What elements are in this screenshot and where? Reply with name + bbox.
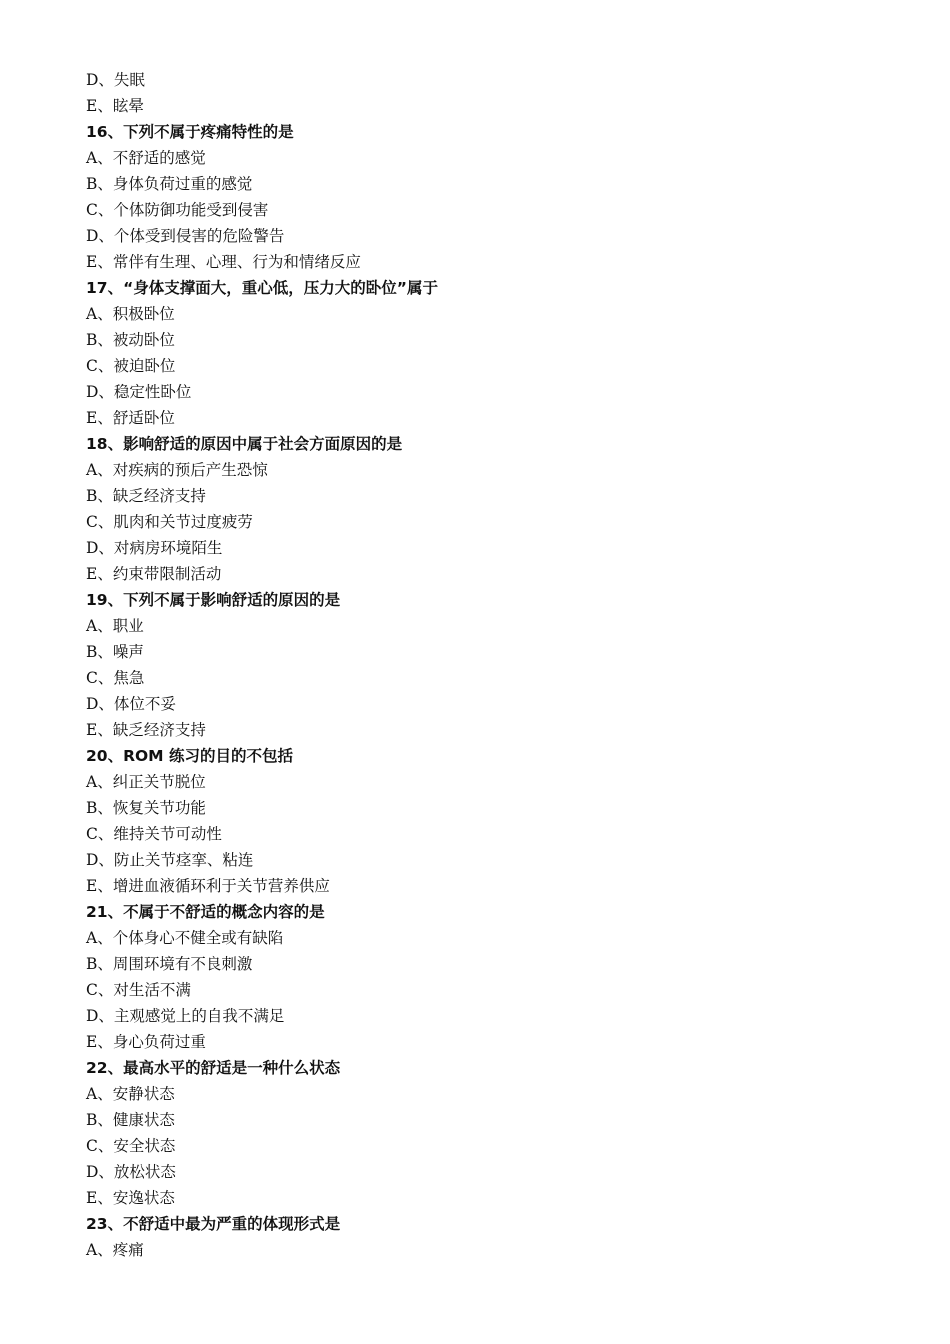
document-content xyxy=(86,67,886,1263)
option-c: C、安全状态 xyxy=(86,1137,176,1155)
option-a: A、纠正关节脱位 xyxy=(86,773,206,791)
option-c: C、个体防御功能受到侵害 xyxy=(86,201,269,219)
option-b: B、被动卧位 xyxy=(86,331,175,349)
option-b: B、健康状态 xyxy=(86,1111,175,1129)
question-21: 21、不属于不舒适的概念内容的是 xyxy=(86,903,325,921)
option-c: C、维持关节可动性 xyxy=(86,825,222,843)
option-a: A、职业 xyxy=(86,617,144,635)
option-e: E、眩晕 xyxy=(86,97,144,115)
option-e: E、缺乏经济支持 xyxy=(86,721,206,739)
option-b: B、噪声 xyxy=(86,643,144,661)
question-16: 16、下列不属于疼痛特性的是 xyxy=(86,123,294,141)
question-18: 18、影响舒适的原因中属于社会方面原因的是 xyxy=(86,435,403,453)
option-c: C、焦急 xyxy=(86,669,145,687)
question-22: 22、最高水平的舒适是一种什么状态 xyxy=(86,1059,341,1077)
option-d: D、放松状态 xyxy=(86,1163,176,1181)
option-a: A、积极卧位 xyxy=(86,305,175,323)
option-a: A、安静状态 xyxy=(86,1085,175,1103)
option-d: D、防止关节痉挛、粘连 xyxy=(86,851,254,869)
option-a: A、疼痛 xyxy=(86,1241,144,1259)
question-23: 23、不舒适中最为严重的体现形式是 xyxy=(86,1215,341,1233)
option-a: A、个体身心不健全或有缺陷 xyxy=(86,929,284,947)
option-d: D、稳定性卧位 xyxy=(86,383,192,401)
option-d: D、对病房环境陌生 xyxy=(86,539,223,557)
option-a: A、对疾病的预后产生恐惊 xyxy=(86,461,268,479)
question-17: 17、“身体支撑面大，重心低，压力大的卧位”属于 xyxy=(86,279,438,297)
option-d: D、个体受到侵害的危险警告 xyxy=(86,227,285,245)
option-e: E、增进血液循环利于关节营养供应 xyxy=(86,877,330,895)
option-a: A、不舒适的感觉 xyxy=(86,149,206,167)
option-d: D、失眠 xyxy=(86,71,145,89)
option-b: B、恢复关节功能 xyxy=(86,799,206,817)
option-c: C、被迫卧位 xyxy=(86,357,176,375)
question-19: 19、下列不属于影响舒适的原因的是 xyxy=(86,591,341,609)
option-c: C、对生活不满 xyxy=(86,981,191,999)
option-b: B、周围环境有不良刺激 xyxy=(86,955,253,973)
option-c: C、肌肉和关节过度疲劳 xyxy=(86,513,253,531)
option-b: B、身体负荷过重的感觉 xyxy=(86,175,253,193)
option-e: E、安逸状态 xyxy=(86,1189,175,1207)
option-e: E、常伴有生理、心理、行为和情绪反应 xyxy=(86,253,361,271)
option-d: D、主观感觉上的自我不满足 xyxy=(86,1007,285,1025)
option-e: E、身心负荷过重 xyxy=(86,1033,206,1051)
option-d: D、体位不妥 xyxy=(86,695,176,713)
option-e: E、约束带限制活动 xyxy=(86,565,222,583)
question-20: 20、ROM 练习的目的不包括 xyxy=(86,747,294,765)
option-b: B、缺乏经济支持 xyxy=(86,487,206,505)
option-e: E、舒适卧位 xyxy=(86,409,175,427)
